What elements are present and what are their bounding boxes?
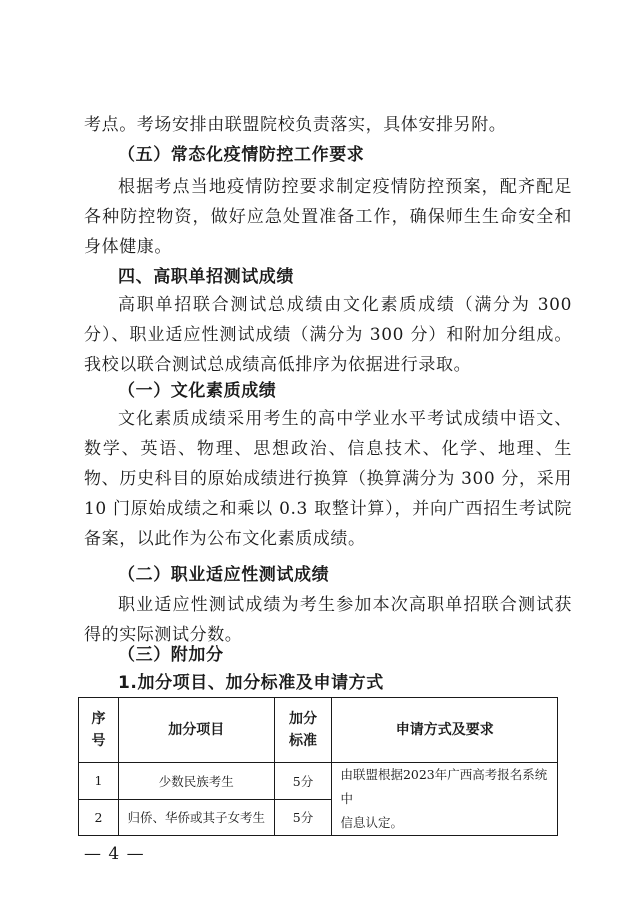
heading-bonus-items: 1.加分项目、加分标准及申请方式 [118,673,384,693]
paragraph-vocational-score: 职业适应性测试成绩为考生参加本次高职单招联合测试获得的实际测试分数。 [84,595,572,645]
cell-standard: 5分 [274,799,332,836]
cell-item: 少数民族考生 [118,763,274,800]
paragraph-exam-site: 考点。考场安排由联盟院校负责落实，具体安排另附。 [84,115,507,135]
heading-vocational-score: （二）职业适应性测试成绩 [118,565,330,585]
cell-item: 归侨、华侨或其子女考生 [118,799,274,836]
header-standard-line2: 标准 [289,733,318,749]
heading-covid-prevention: （五）常态化疫情防控工作要求 [118,145,365,165]
cell-standard: 5分 [274,763,332,800]
header-number-line2: 号 [91,733,106,749]
cell-method [332,763,558,836]
table-row [79,763,558,800]
header-method: 申请方式及要求 [332,698,558,763]
header-number-line1: 序 [91,711,106,727]
method-line2: 信息认定。 [340,815,403,830]
header-item: 加分项目 [118,698,274,763]
paragraph-total-score: 高职单招联合测试总成绩由文化素质成绩（满分为 300 分）、职业适应性测试成绩（满分为 300 分）和附加分组成。我校以联合测试总成绩高低排序为依据进行录取。 [84,295,572,375]
header-number [79,698,119,763]
heading-bonus-points: （三）附加分 [118,645,224,665]
header-standard-line1: 加分 [289,711,318,727]
table-header-row [79,698,558,763]
header-standard [274,698,332,763]
paragraph-covid-prevention: 根据考点当地疫情防控要求制定疫情防控预案，配齐配足各种防控物资，做好应急处置准备工作，确保师生生命安全和身体健康。 [84,177,572,257]
page-number: — 4 — [84,844,145,864]
method-line1: 由联盟根据2023年广西高考报名系统中 [340,767,548,806]
cell-number: 1 [79,763,119,800]
cell-number: 2 [79,799,119,836]
heading-test-scores: 四、高职单招测试成绩 [118,267,294,287]
heading-culture-score: （一）文化素质成绩 [118,381,277,401]
bonus-points-table [78,697,558,836]
paragraph-culture-score: 文化素质成绩采用考生的高中学业水平考试成绩中语文、数学、英语、物理、思想政治、信息技术、化学、地理、生物、历史科目的原始成绩进行换算（换算满分为 300 分，采用 10 门原始成绩之和乘以 0.3 取整计算），并向广西招生考试院备案，以此作为公布文化素质成绩。 [84,409,572,549]
